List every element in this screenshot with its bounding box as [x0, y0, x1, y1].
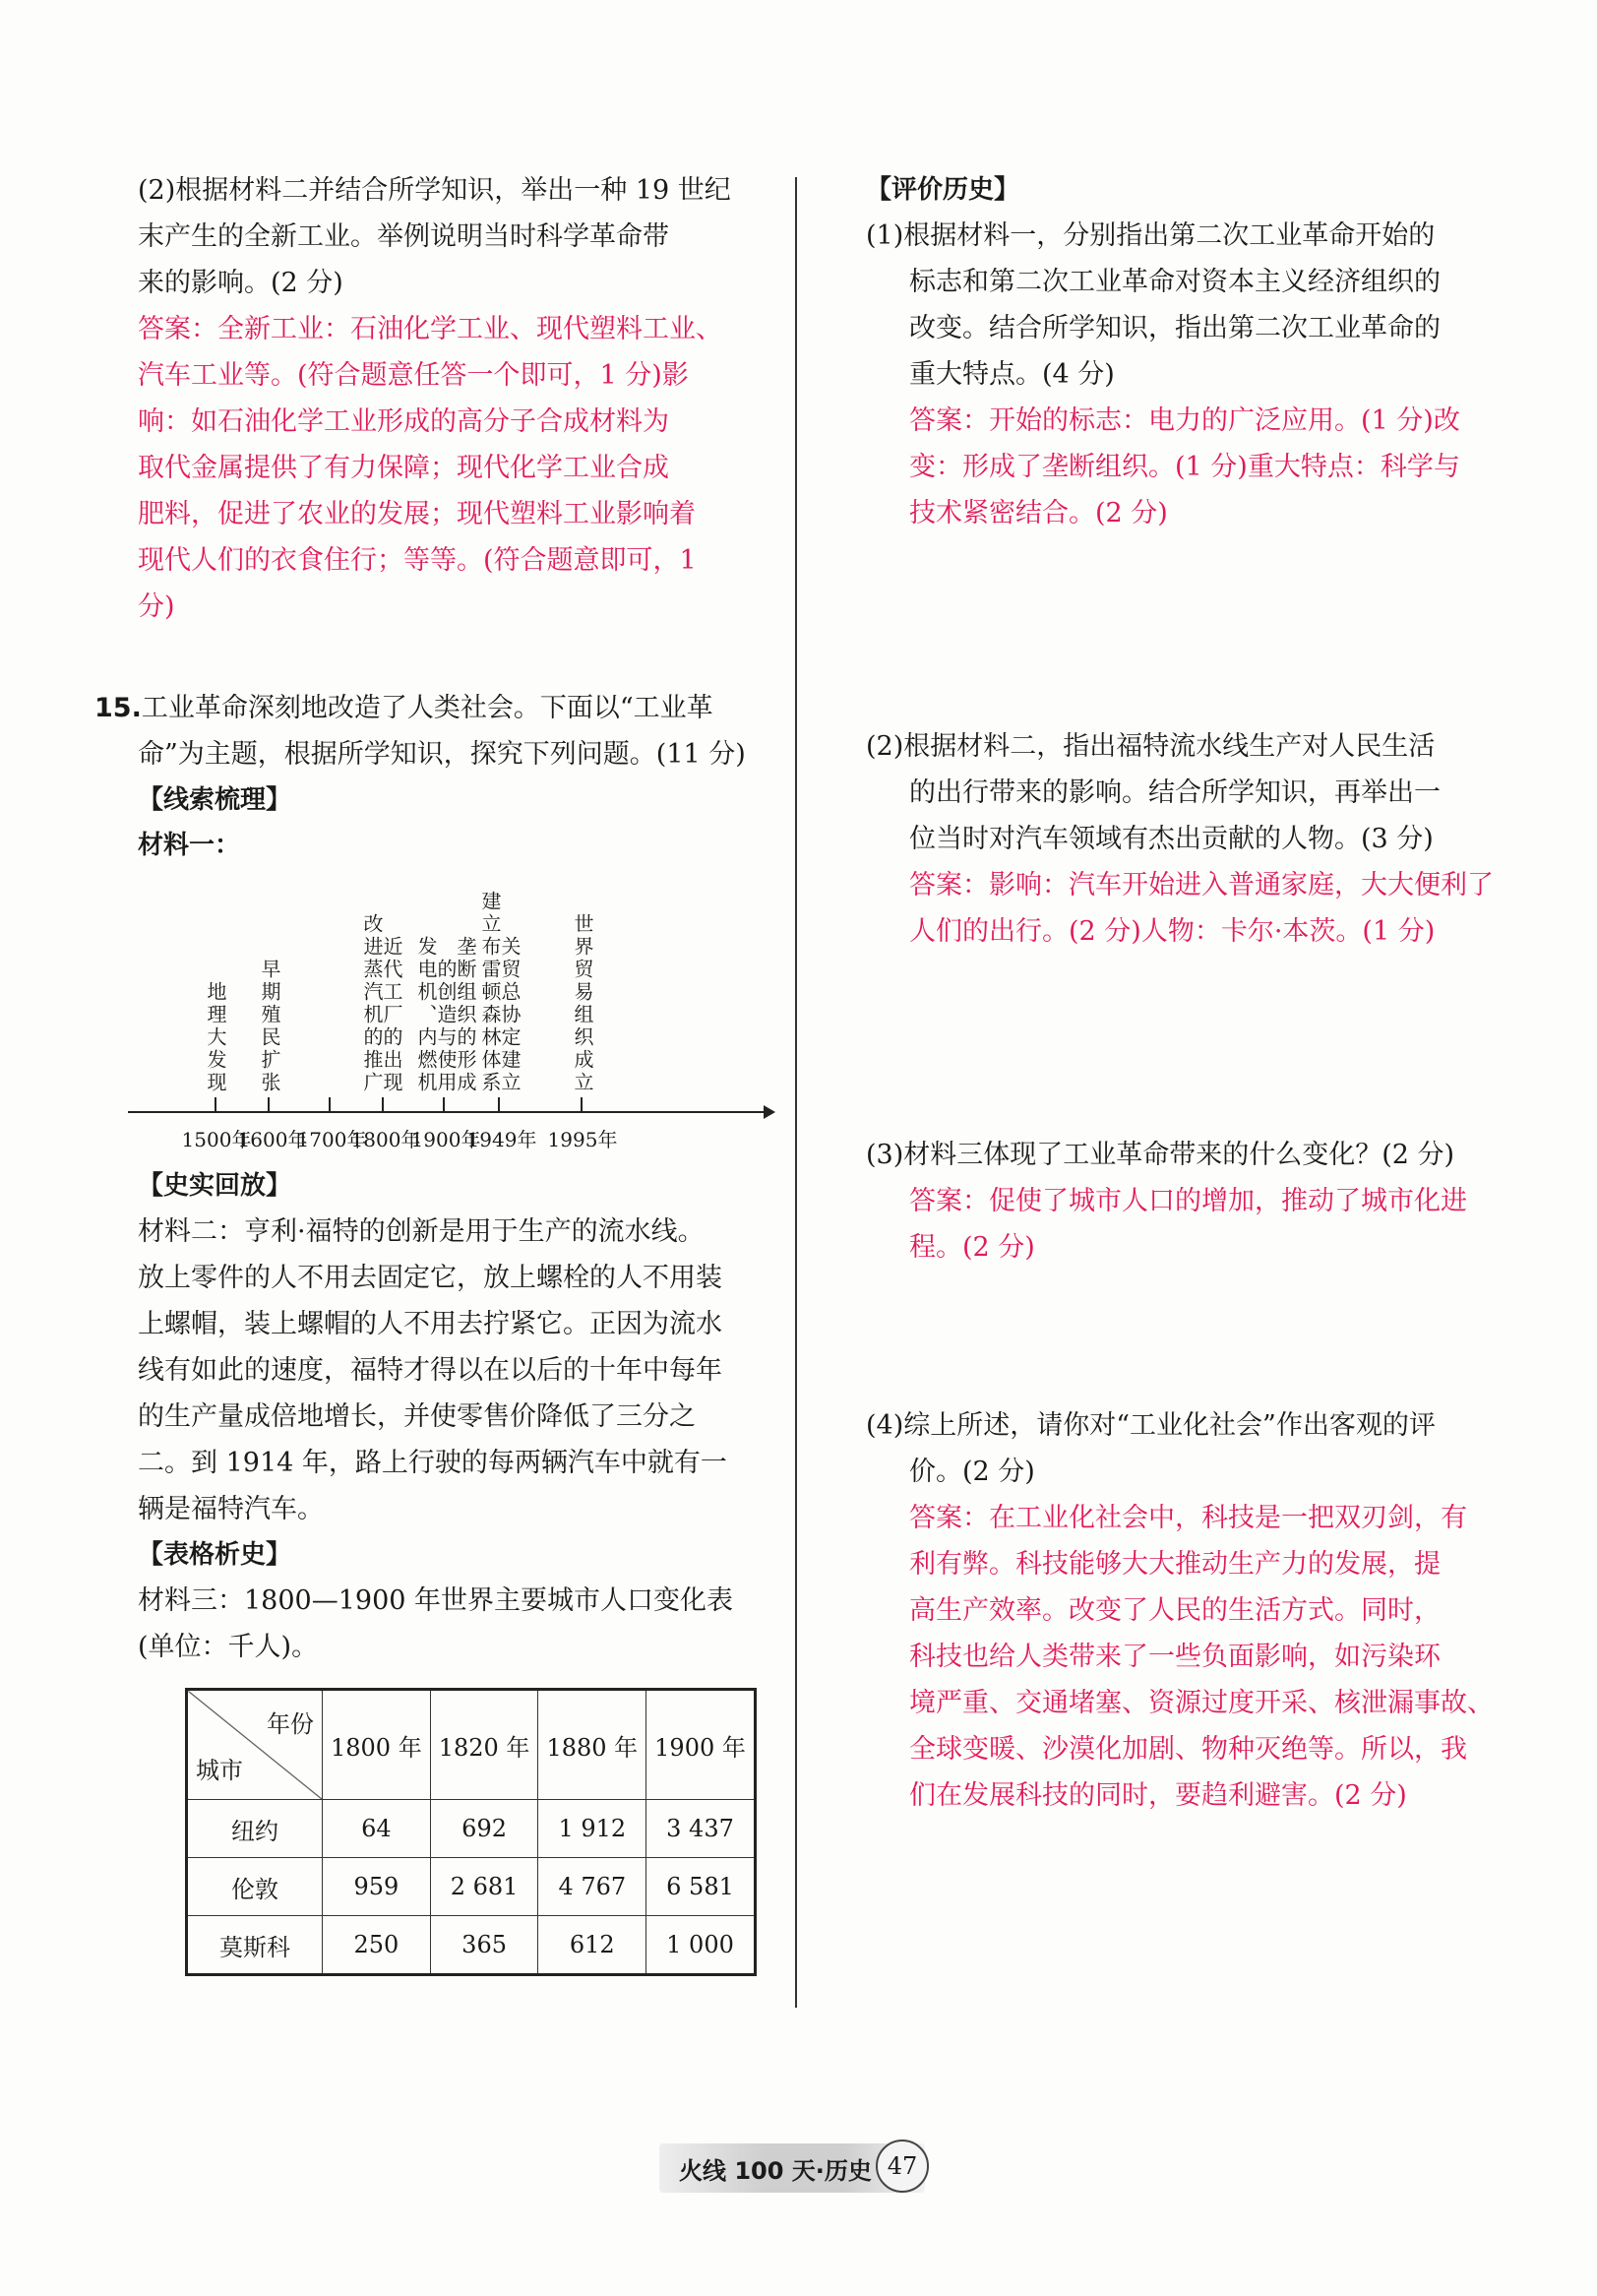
q4-answer: 境严重、交通堵塞、资源过度开采、核泄漏事故、 — [909, 1688, 1494, 1718]
table-corner — [187, 1690, 323, 1800]
q4-answer: 科技也给人类带来了一些负面影响，如污染环 — [909, 1642, 1441, 1672]
q1-answer: 变：形成了垄断组织。(1 分)重大特点：科学与 — [909, 452, 1460, 482]
q15-part4 — [866, 1402, 1505, 1819]
left-column — [94, 167, 773, 1976]
q14-2-answer: 取代金属提供了有力保障；现代化学工业合成 — [138, 453, 669, 483]
q2-answer: 答案：影响：汽车开始进入普通家庭，大大便利了 — [909, 870, 1494, 900]
q1-prompt: 改变。结合所学知识，指出第二次工业革命的 — [909, 313, 1441, 343]
material3-line: (单位：千人)。 — [138, 1632, 319, 1662]
timeline-tick — [329, 1097, 331, 1112]
timeline-year: 1700年 — [296, 1128, 367, 1151]
timeline-axis — [128, 1111, 768, 1113]
corner-city-label: 城市 — [196, 1757, 243, 1784]
timeline-tick — [215, 1097, 216, 1112]
section-table: 【表格析史】 — [138, 1540, 292, 1570]
table-cell: 959 — [323, 1858, 431, 1916]
table-cell: 64 — [323, 1800, 431, 1858]
q3-answer: 答案：促使了城市人口的增加，推动了城市化进 — [909, 1186, 1467, 1216]
material2-line: 材料二：亨利·福特的创新是用于生产的流水线。 — [138, 1216, 705, 1247]
q14-2-prompt: (2)根据材料二并结合所学知识，举出一种 19 世纪 — [138, 175, 731, 206]
timeline-event: 早期殖民扩张 — [258, 959, 281, 1094]
q1-prompt: 重大特点。(4 分) — [909, 359, 1115, 390]
table-cell: 365 — [430, 1916, 538, 1975]
timeline-tick — [382, 1097, 384, 1112]
timeline-year: 1600年 — [237, 1128, 308, 1151]
material2-line: 辆是福特汽车。 — [138, 1494, 324, 1524]
timeline-event: 建立布雷顿森林体系 — [478, 891, 502, 1094]
q3-answer: 程。(2 分) — [909, 1232, 1035, 1263]
q4-prompt: 价。(2 分) — [909, 1457, 1035, 1487]
table-row — [187, 1916, 756, 1975]
material2-line: 放上零件的人不用去固定它，放上螺栓的人不用装 — [138, 1263, 722, 1293]
timeline-year: 1995年 — [547, 1128, 618, 1151]
q1-prompt: (1)根据材料一，分别指出第二次工业革命开始的 — [866, 220, 1436, 251]
q15-part3 — [866, 1132, 1505, 1271]
timeline-event: 近代工厂的出现 — [380, 936, 403, 1094]
q15-part1 — [866, 213, 1505, 536]
table-city: 伦敦 — [187, 1858, 323, 1916]
table-cell: 1 912 — [538, 1800, 646, 1858]
timeline — [94, 878, 773, 1163]
q1-answer: 答案：开始的标志：电力的广泛应用。(1 分)改 — [909, 405, 1460, 436]
timeline-tick — [581, 1097, 583, 1112]
q2-prompt: 的出行带来的影响。结合所学知识，再举出一 — [909, 777, 1441, 808]
timeline-year: 1800年 — [350, 1128, 421, 1151]
q1-prompt: 标志和第二次工业革命对资本主义经济组织的 — [909, 267, 1441, 297]
material3-line: 材料三：1800—1900 年世界主要城市人口变化表 — [138, 1585, 734, 1616]
q15-intro-line1: 工业革命深刻地改造了人类社会。下面以“工业革 — [141, 693, 713, 723]
material2-line: 的生产量成倍地增长，并使零售价降低了三分之 — [138, 1401, 696, 1432]
footer-label: 火线 100 天·历史 — [679, 2157, 872, 2185]
q14-2-prompt: 来的影响。(2 分) — [138, 268, 343, 298]
material2-line: 上螺帽，装上螺帽的人不用去拧紧它。正因为流水 — [138, 1309, 722, 1339]
q15-intro-line2: 命”为主题，根据所学知识，探究下列问题。(11 分) — [138, 739, 746, 770]
q14-2-answer: 汽车工业等。(符合题意任答一个即可，1 分)影 — [138, 360, 689, 391]
table-cell: 612 — [538, 1916, 646, 1975]
timeline-year: 1900年 — [410, 1128, 481, 1151]
table-cell: 3 437 — [646, 1800, 756, 1858]
q3-prompt: (3)材料三体现了工业革命带来的什么变化？(2 分) — [866, 1140, 1455, 1170]
material1-label: 材料一： — [138, 831, 241, 860]
timeline-event: 地理大发现 — [204, 981, 227, 1094]
timeline-event: 发电机、内燃机 — [414, 936, 438, 1094]
page-number: 47 — [876, 2140, 929, 2193]
section-history: 【史实回放】 — [138, 1171, 292, 1201]
timeline-event: 垄断组织的形成 — [454, 936, 477, 1094]
timeline-tick — [268, 1097, 270, 1112]
q14-2-answer: 响：如石油化学工业形成的高分子合成材料为 — [138, 406, 669, 437]
timeline-arrow — [764, 1105, 775, 1119]
q14-part2 — [94, 167, 773, 630]
timeline-event: 的创造与使用 — [434, 959, 458, 1094]
q15 — [94, 685, 773, 1976]
q4-answer: 答案：在工业化社会中，科技是一把双刃剑，有 — [909, 1503, 1467, 1533]
timeline-event: 改进蒸汽机的推广 — [360, 913, 384, 1094]
q15-number: 15. — [94, 693, 142, 723]
table-cell: 4 767 — [538, 1858, 646, 1916]
right-column — [866, 167, 1505, 1819]
table-year-header: 1880 年 — [538, 1690, 646, 1800]
q2-prompt: (2)根据材料二，指出福特流水线生产对人民生活 — [866, 731, 1436, 762]
section-clue: 【线索梳理】 — [138, 785, 292, 815]
table-row — [187, 1858, 756, 1916]
timeline-tick — [443, 1097, 445, 1112]
column-divider — [795, 177, 797, 2008]
table-cell: 250 — [323, 1916, 431, 1975]
table-cell: 1 000 — [646, 1916, 756, 1975]
q4-answer: 们在发展科技的同时，要趋利避害。(2 分) — [909, 1780, 1407, 1811]
corner-year-label: 年份 — [267, 1710, 314, 1738]
material2-line: 线有如此的速度，福特才得以在以后的十年中每年 — [138, 1355, 722, 1386]
table-cell: 6 581 — [646, 1858, 756, 1916]
q4-prompt: (4)综上所述，请你对“工业化社会”作出客观的评 — [866, 1410, 1436, 1441]
q4-answer: 利有弊。科技能够大大推动生产力的发展，提 — [909, 1549, 1441, 1580]
table-row — [187, 1800, 756, 1858]
q14-2-prompt: 末产生的全新工业。举例说明当时科学革命带 — [138, 221, 669, 252]
timeline-event: 关贸总协定建立 — [498, 936, 522, 1094]
table-cell: 2 681 — [430, 1858, 538, 1916]
table-city: 纽约 — [187, 1800, 323, 1858]
table-year-header: 1800 年 — [323, 1690, 431, 1800]
q1-answer: 技术紧密结合。(2 分) — [909, 498, 1168, 528]
q14-2-answer: 肥料，促进了农业的发展；现代塑料工业影响着 — [138, 499, 696, 529]
timeline-tick — [498, 1097, 500, 1112]
q2-prompt: 位当时对汽车领域有杰出贡献的人物。(3 分) — [909, 824, 1434, 854]
timeline-event: 世界贸易组织成立 — [571, 913, 594, 1094]
section-eval: 【评价历史】 — [866, 175, 1020, 205]
timeline-year: 1500年 — [181, 1128, 252, 1151]
table-cell: 692 — [430, 1800, 538, 1858]
q15-part2 — [866, 723, 1505, 955]
q4-answer: 全球变暖、沙漠化加剧、物种灭绝等。所以，我 — [909, 1734, 1467, 1765]
q14-2-answer: 分) — [138, 591, 175, 622]
population-table — [185, 1688, 757, 1976]
q2-answer: 人们的出行。(2 分)人物：卡尔·本茨。(1 分) — [909, 916, 1436, 947]
material2-line: 二。到 1914 年，路上行驶的每两辆汽车中就有一 — [138, 1448, 727, 1478]
q15-intro — [94, 685, 773, 731]
table-year-header: 1820 年 — [430, 1690, 538, 1800]
q14-2-answer: 答案：全新工业：石油化学工业、现代塑料工业、 — [138, 314, 722, 344]
table-city: 莫斯科 — [187, 1916, 323, 1975]
table-header-row — [187, 1690, 756, 1800]
table-year-header: 1900 年 — [646, 1690, 756, 1800]
timeline-year: 1949年 — [466, 1128, 537, 1151]
q4-answer: 高生产效率。改变了人民的生活方式。同时， — [909, 1595, 1441, 1626]
q14-2-answer: 现代人们的衣食住行；等等。(符合题意即可，1 — [138, 545, 697, 576]
